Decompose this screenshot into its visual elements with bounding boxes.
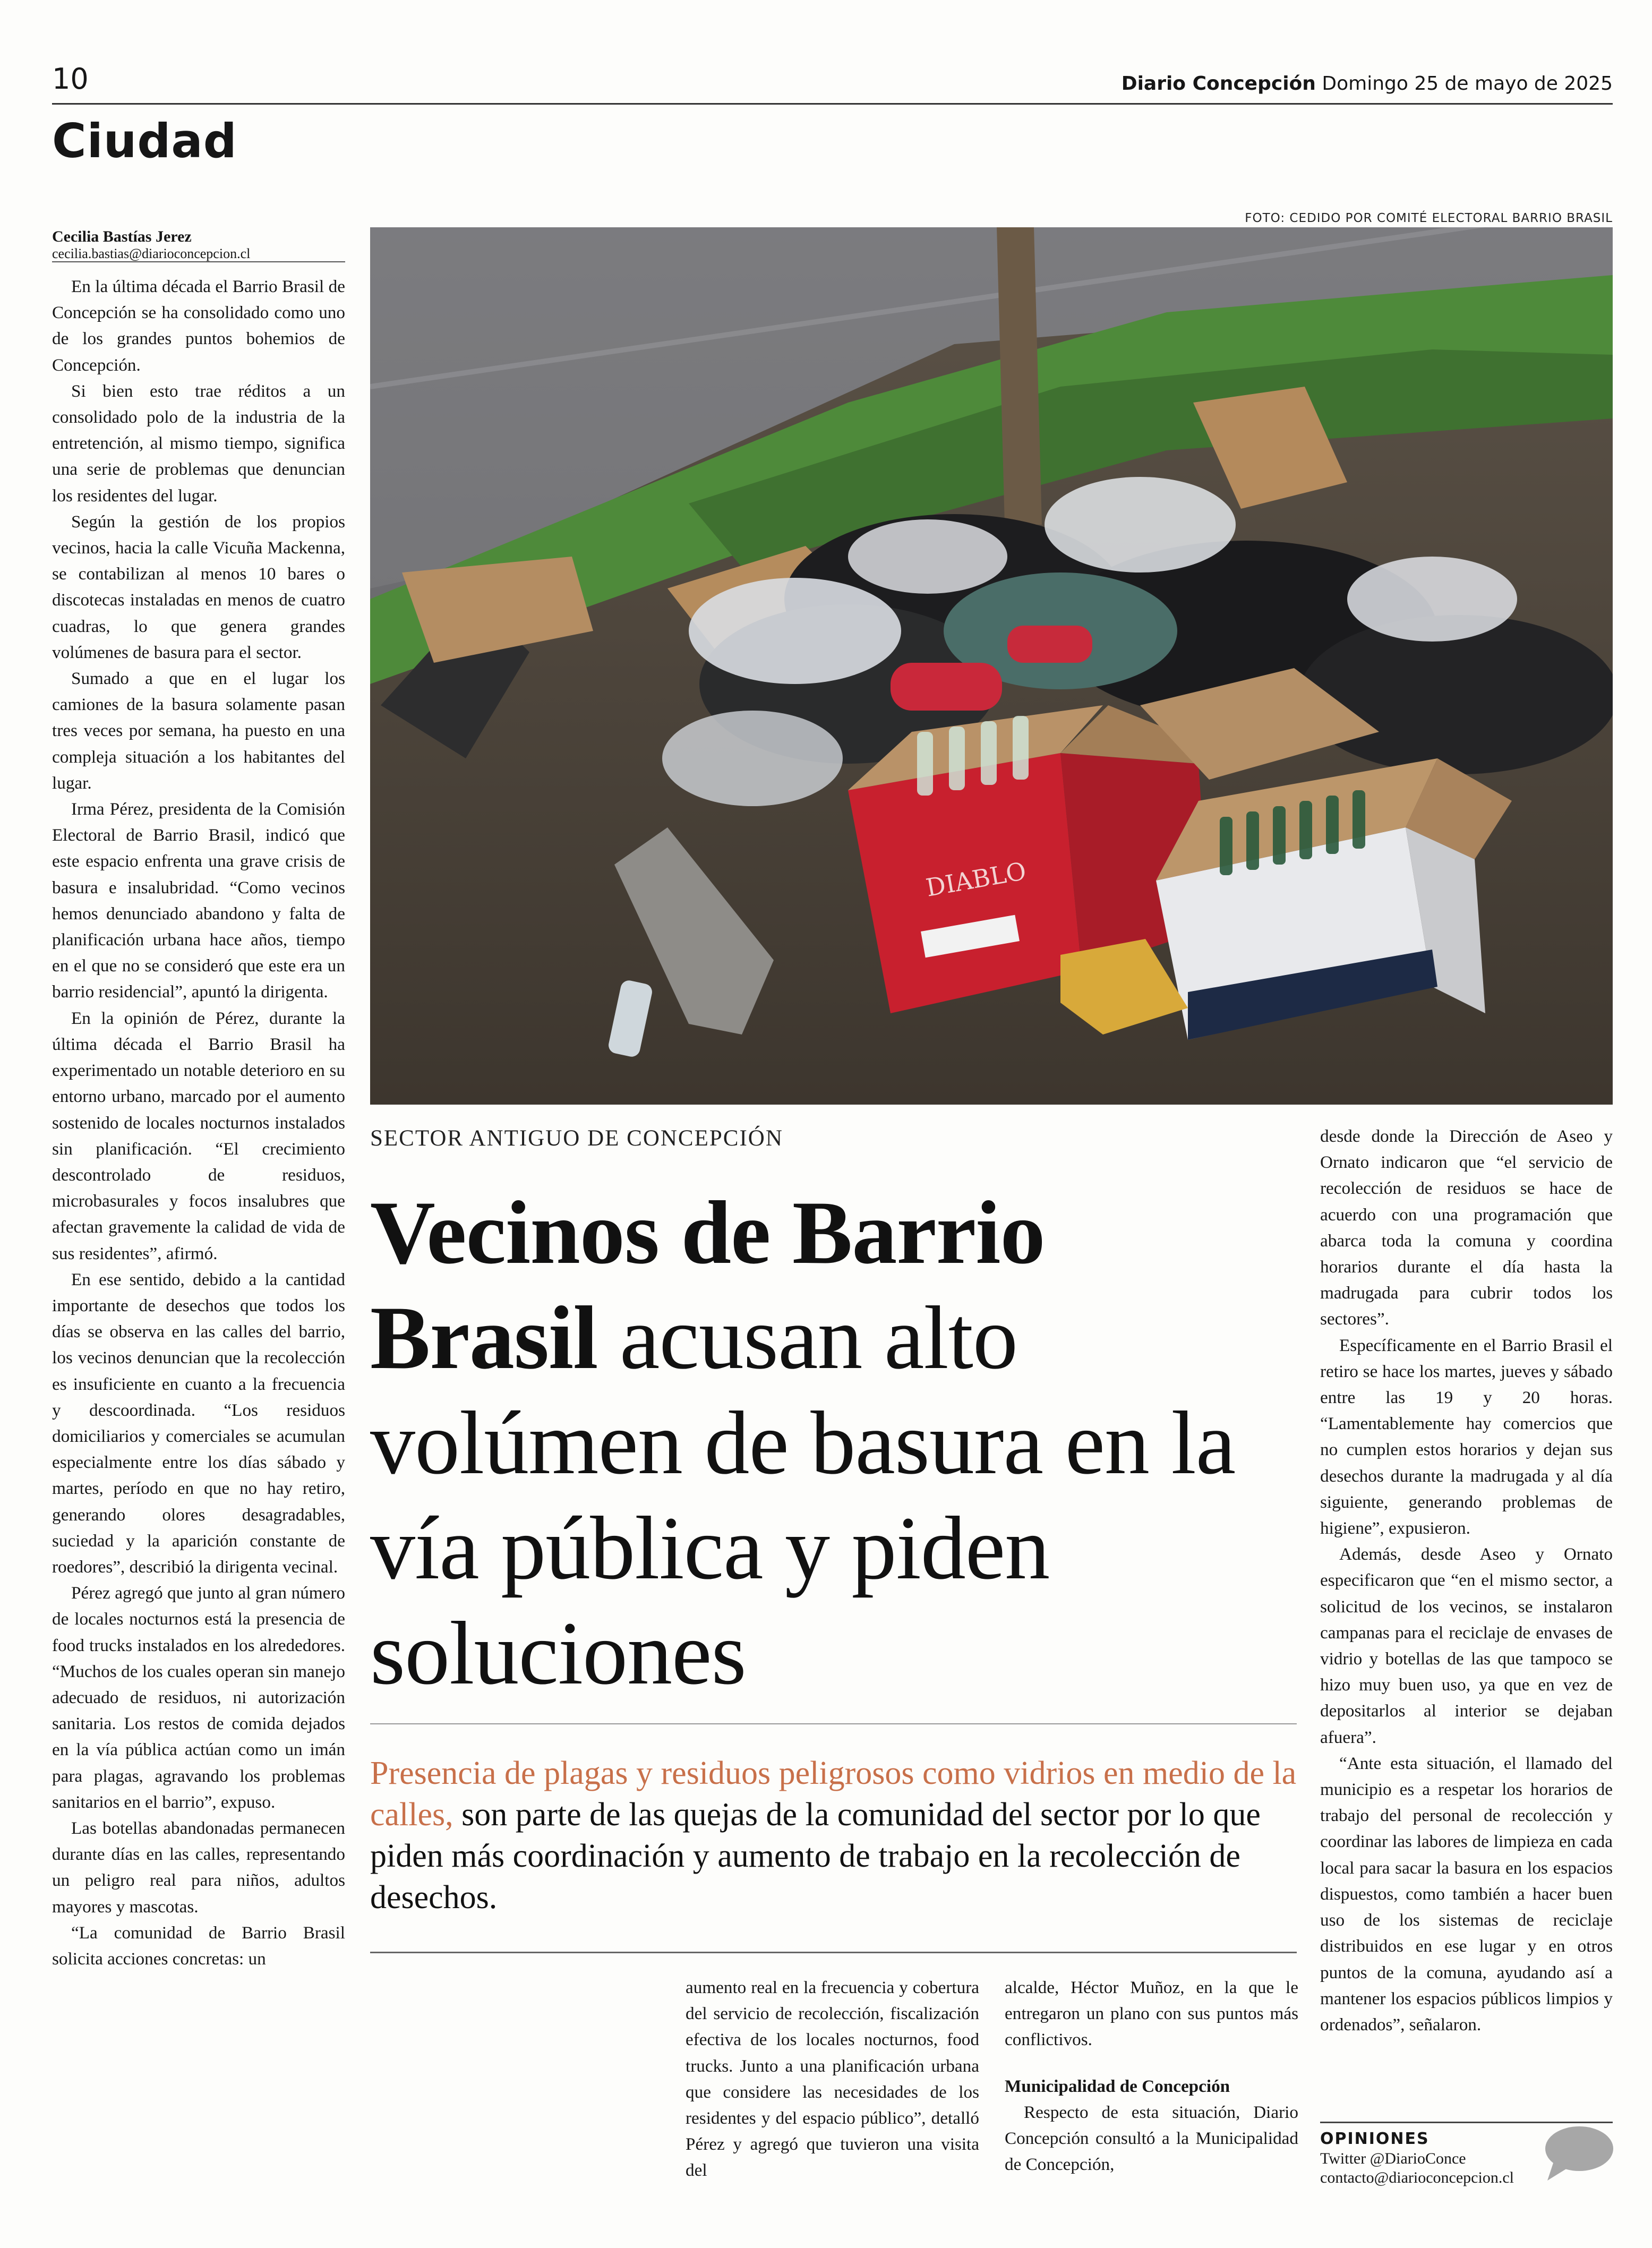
headline-rule [370, 1723, 1297, 1724]
garbage-photo [370, 227, 1613, 1105]
page-number: 10 [52, 62, 89, 96]
opinion-email: contacto@diarioconcepcion.cl [1320, 2169, 1514, 2186]
paragraph: En la última década el Barrio Brasil de Concepción se ha consolidado como uno de los grandes puntos bohemios de Concepción. [52, 277, 345, 375]
paragraph: aumento real en la frecuencia y cobertura del servicio de recolección, fiscalización efectiva de los locales nocturnos, food trucks. Junto a una planificación urbana que considere las necesidades de los residentes y del espacio público”, detalló Pérez y agregó que tuvieron una visita del [686, 1978, 979, 2181]
deck-accent: Presencia de plagas y residuos peligrosos como vidrios en medio de la calles, [370, 1755, 1297, 1833]
masthead [1122, 74, 1613, 93]
byline [52, 227, 345, 261]
issue-date: Domingo 25 de mayo de 2025 [1322, 73, 1613, 95]
paragraph: Según la gestión de los propios vecinos, hacia la calle Vicuña Mackenna, se contabilizan al menos 10 bares o discotecas instaladas en menos de cuatro cuadras, lo que genera grandes volúmenes de basura para el sector. [52, 511, 345, 662]
paragraph: En la opinión de Pérez, durante la última década el Barrio Brasil ha experimentado un notable deterioro en su entorno urbano, marcado por el aumento sostenido de locales nocturnos instalados sin planificación. “El crecimiento descontrolado de residuos, microbasurales y focos insalubres que afectan gravemente la calidad de vida de sus residentes”, afirmó. [52, 1008, 345, 1263]
opinion-title: OPINIONES [1320, 2130, 1430, 2148]
headline-bold: Vecinos de Barrio Brasil [370, 1183, 1045, 1388]
paragraph: “Ante esta situación, el llamado del municipio es a respetar los horarios de trabajo del personal de recolección y coordinar las labores de limpieza en cada local para sacar la basura en los espacios dispuestos, como también a hacer buen uso de los sistemas de reciclaje distribuidos en ese lugar y en otros puntos de la comuna, ayudando así a mantener los espacios públicos limpios y ordenados”, señalaron. [1320, 1753, 1613, 2035]
body-column-3 [1005, 1975, 1298, 2177]
section-title: Ciudad [52, 114, 237, 168]
header-rule [52, 103, 1613, 105]
diablo-box-label: DIABLO [923, 856, 1029, 902]
deck [370, 1753, 1297, 1918]
deck-rest: son parte de las quejas de la comunidad del sector por lo que piden más coordinación y aumento de trabajo en la recolección de desechos. [370, 1797, 1261, 1916]
newspaper-name: Diario Concepción [1121, 73, 1316, 95]
kicker: SECTOR ANTIGUO DE CONCEPCIÓN [370, 1126, 783, 1151]
paragraph: Pérez agregó que junto al gran número de locales nocturnos está la presencia de food trucks instalados en los alrededores. “Muchos de los cuales operan sin manejo adecuado de residuos, ni autorización sanitaria. Los restos de comida dejados en la vía pública actúan como un imán para plagas, agravando los problemas sanitarios en el barrio”, expuso. [52, 1583, 345, 1812]
paragraph: En ese sentido, debido a la cantidad importante de desechos que todos los días se observa en las calles del barrio, los vecinos denuncian que la recolección es insuficiente en cuanto a la frecuencia y descoordinada. “Los residuos domiciliarios y comerciales se acumulan especialmente entre los días sábado y martes, período en que no hay retiro, generando olores desagradables, suciedad y la aparición constante de roedores”, describió la dirigenta vecinal. [52, 1269, 345, 1577]
opinion-twitter: Twitter @DiarioConce [1320, 2150, 1466, 2167]
author-name: Cecilia Bastías Jerez [52, 228, 192, 245]
paragraph: Las botellas abandonadas permanecen durante días en las calles, representando un peligro real para niños, adultos mayores y mascotas. [52, 1818, 345, 1917]
body-column-2 [686, 1975, 979, 2184]
photo-credit: FOTO: CEDIDO POR COMITÉ ELECTORAL BARRIO BRASIL [1245, 211, 1613, 225]
opinion-rule [1320, 2122, 1613, 2123]
deck-rule [370, 1952, 1297, 1953]
subheading: Municipalidad de Concepción [1005, 2076, 1230, 2096]
speech-bubble-icon [1542, 2124, 1614, 2183]
paragraph: alcalde, Héctor Muñoz, en la que le entregaron un plano con sus puntos más conflictivos. [1005, 1978, 1298, 2050]
paragraph: “La comunidad de Barrio Brasil solicita acciones concretas: un [52, 1922, 345, 1969]
paragraph: Si bien esto trae réditos a un consolidado polo de la industria de la entretención, al mismo tiempo, significa una serie de problemas que denuncian los residentes del lugar. [52, 381, 345, 506]
body-column-1 [52, 273, 345, 1972]
body-column-4 [1320, 1123, 1613, 2038]
author-email: cecilia.bastias@diarioconcepcion.cl [52, 246, 251, 261]
paragraph: Además, desde Aseo y Ornato especificaron que “en el mismo sector, a solicitud de los vecinos, se instalaron campanas para el reciclaje de envases de vidrio y botellas de las que tampoco se hizo muy buen uso, ya que en vez de depositarlos al interior se dejaban afuera”. [1320, 1544, 1613, 1747]
paragraph: desde donde la Dirección de Aseo y Ornato indicaron que “el servicio de recolección de residuos se hace de acuerdo con una programación que abarca toda la comuna y coordina horarios durante el día hasta la madrugada para cubrir todos los sectores”. [1320, 1126, 1613, 1329]
paragraph: Respecto de esta situación, Diario Concepción consultó a la Municipalidad de Concepción, [1005, 2102, 1298, 2175]
headline-rest: acusan alto volúmen de basura en la vía pública y piden soluciones [370, 1288, 1236, 1703]
headline [370, 1180, 1294, 1706]
byline-rule [52, 261, 345, 262]
paragraph: Sumado a que en el lugar los camiones de la basura solamente pasan tres veces por semana, ha puesto en una compleja situación a los habitantes del lugar. [52, 669, 345, 793]
paragraph: Específicamente en el Barrio Brasil el retiro se hace los martes, jueves y sábado entre las 19 y 20 horas. “Lamentablemente hay comercios que no cumplen estos horarios y dejan sus desechos durante la madrugada y al día siguiente, generando problemas de higiene”, expusieron. [1320, 1335, 1613, 1538]
paragraph: Irma Pérez, presidenta de la Comisión Electoral de Barrio Brasil, indicó que este espacio enfrenta una grave crisis de basura e insalubridad. “Como vecinos hemos denunciado abandono y falta de planificación urbana hace años, tiempo en el que no se consideró que este era un barrio residencial”, apuntó la dirigenta. [52, 799, 345, 1002]
